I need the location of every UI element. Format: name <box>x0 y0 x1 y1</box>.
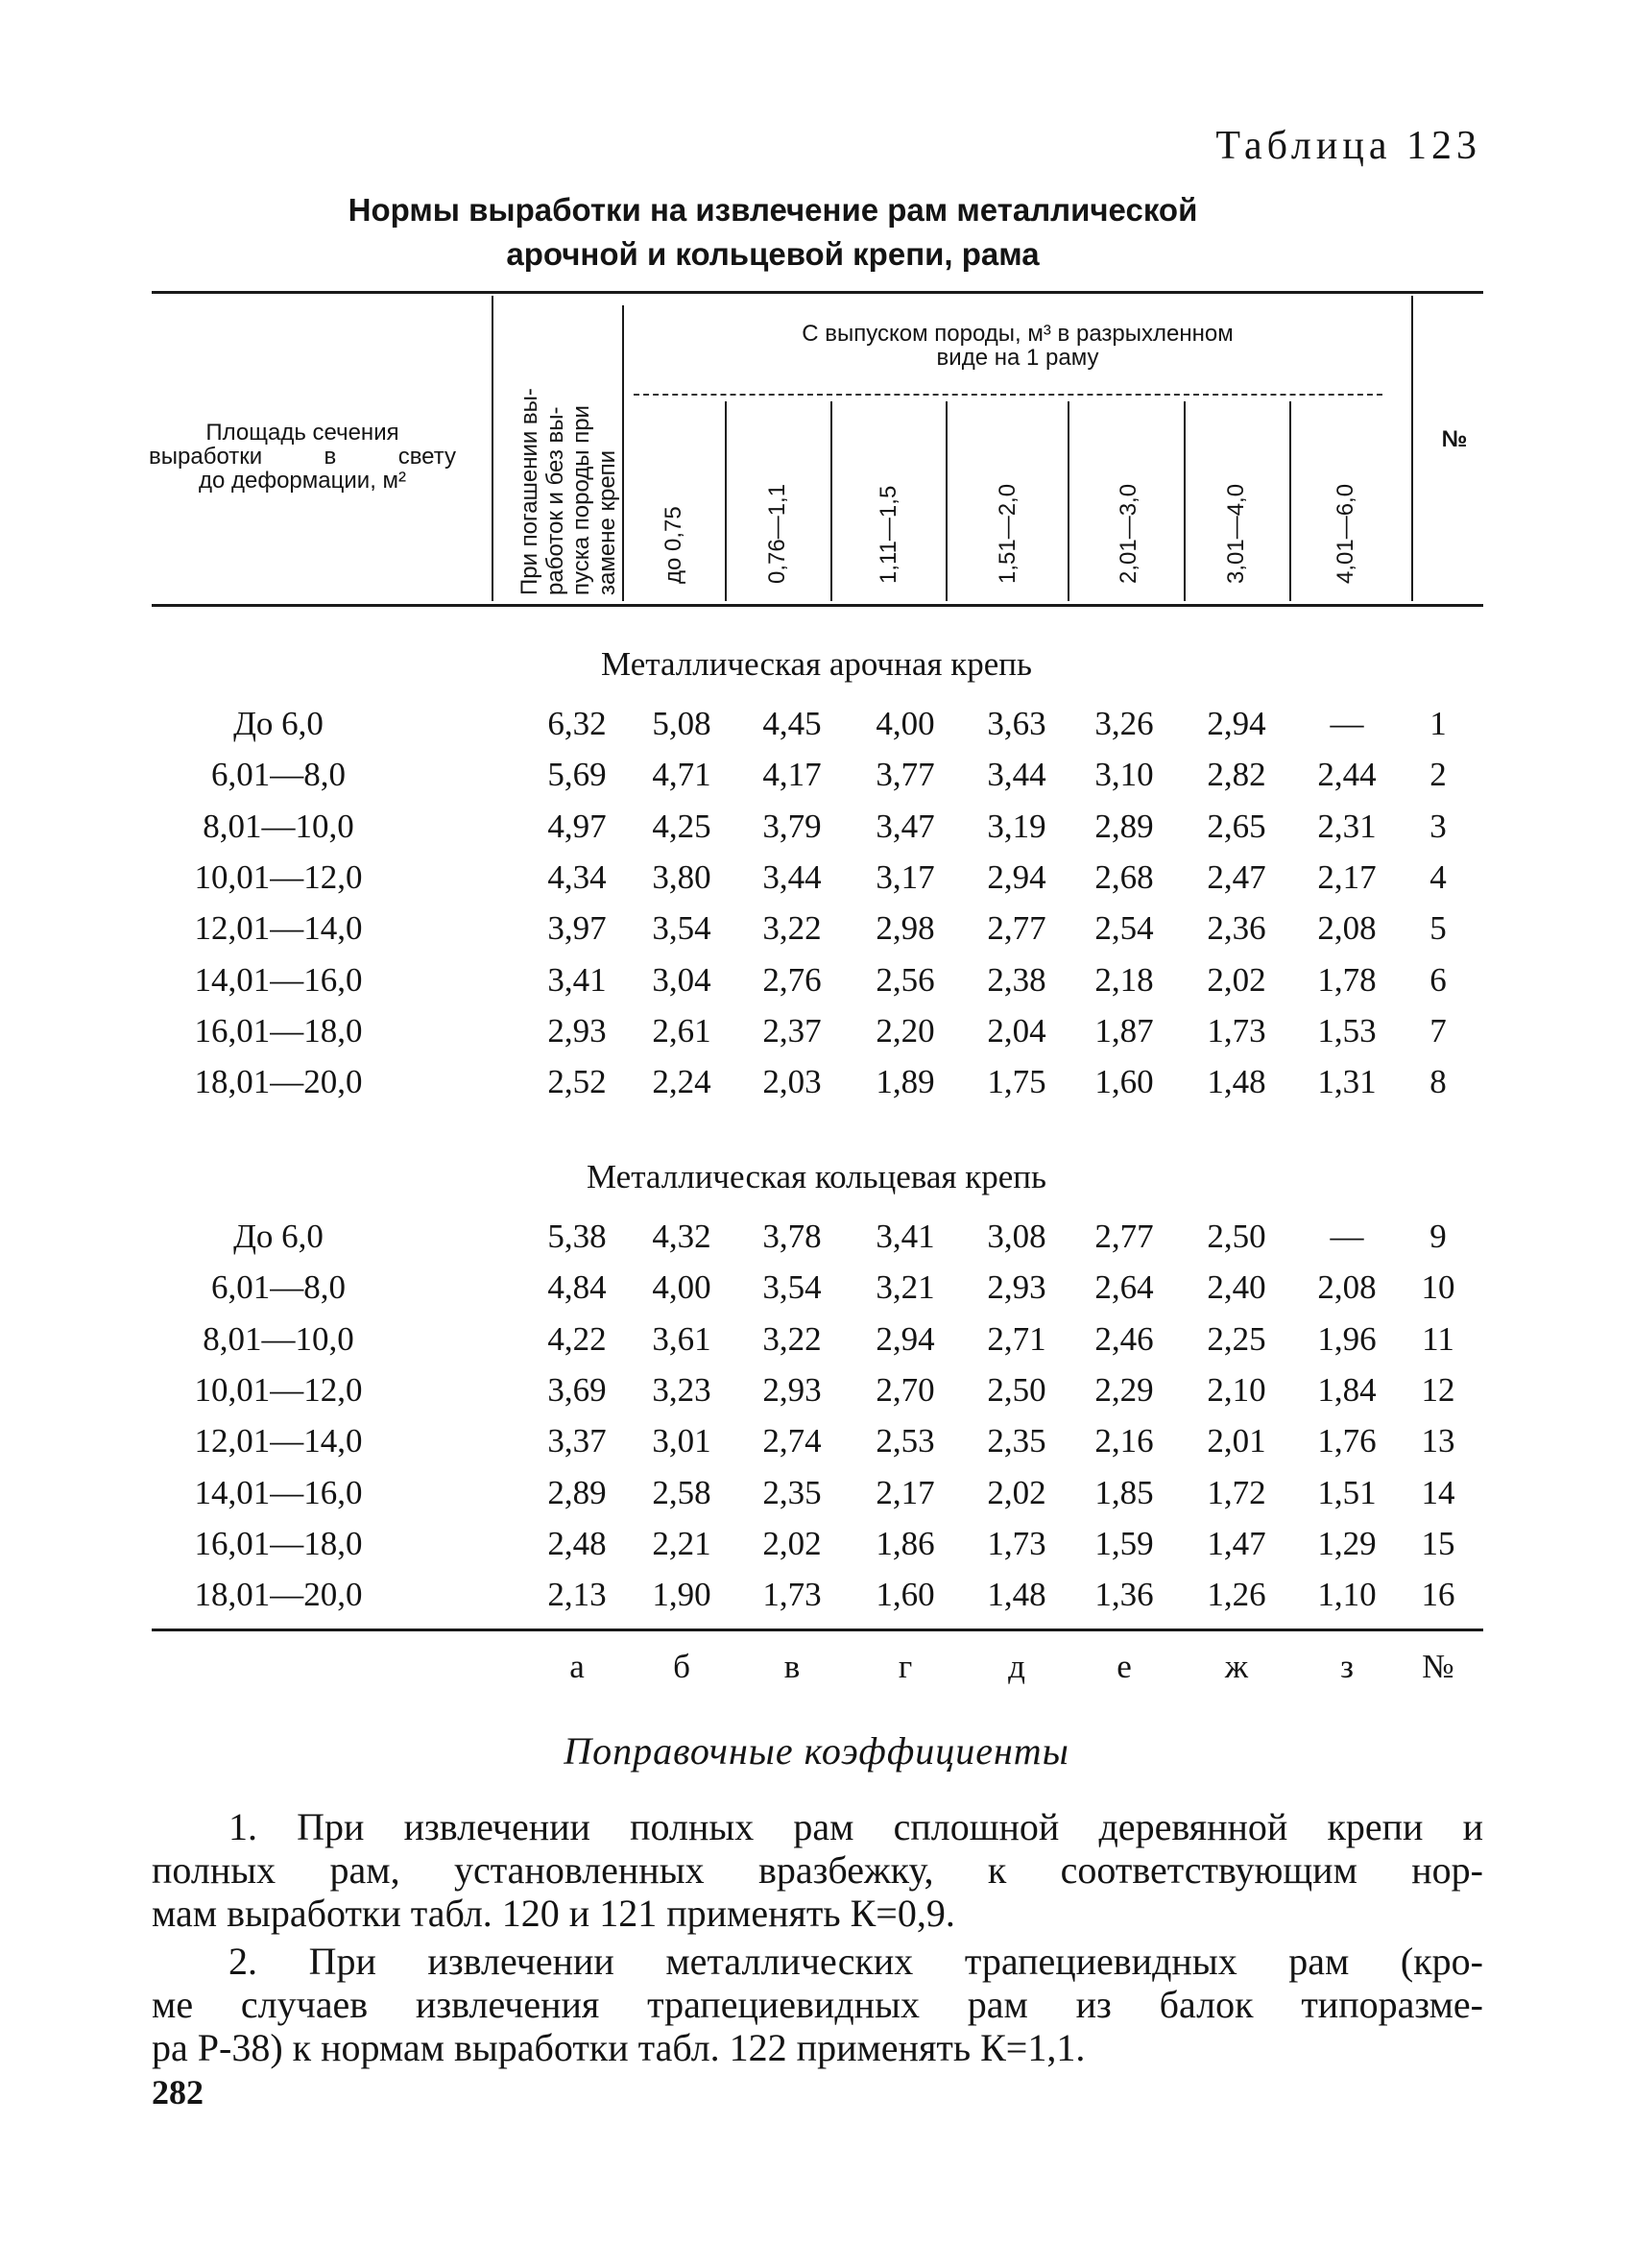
norm-value: 3,54 <box>652 909 711 948</box>
norm-value: 1,86 <box>876 1524 935 1562</box>
column-letter: № <box>1422 1648 1454 1685</box>
area-range: 18,01—20,0 <box>194 1063 363 1101</box>
norm-value: 2,82 <box>1207 756 1266 794</box>
norm-value: 3,37 <box>547 1422 607 1460</box>
header-divider <box>1184 401 1186 601</box>
norm-value: 2,35 <box>987 1422 1046 1460</box>
norm-value: 1,75 <box>987 1063 1046 1101</box>
norm-value: 1,10 <box>1317 1576 1377 1614</box>
norm-value: 5,08 <box>652 705 711 742</box>
norm-value: 2,58 <box>652 1473 711 1511</box>
paragraph-line: ра Р-38) к нормам выработки табл. 122 применять К=1,1. <box>152 2026 1086 2069</box>
norm-value: 1,60 <box>1094 1063 1154 1101</box>
norm-value: 3,01 <box>652 1422 711 1460</box>
column-letters-row <box>0 1648 1633 1699</box>
norm-value: 1,85 <box>1094 1473 1154 1511</box>
table-title <box>317 188 1229 277</box>
table-row <box>0 705 1633 756</box>
norm-value: 2,16 <box>1094 1422 1154 1460</box>
norm-value: 2,17 <box>1317 857 1377 896</box>
norm-value: 3,08 <box>987 1218 1046 1255</box>
no-release-header-line-3: пуска породы при <box>568 405 594 595</box>
norm-value: 2,61 <box>652 1011 711 1050</box>
area-range: 12,01—14,0 <box>194 1422 363 1460</box>
row-number: 15 <box>1421 1524 1455 1562</box>
norm-value: 3,78 <box>762 1218 822 1255</box>
norm-value: 2,29 <box>1094 1370 1154 1409</box>
row-number: 2 <box>1429 756 1447 794</box>
norm-value: 3,17 <box>876 857 935 896</box>
norm-value: 2,13 <box>547 1576 607 1614</box>
norm-value: 2,94 <box>876 1319 935 1358</box>
row-number: 13 <box>1421 1422 1455 1460</box>
table-row <box>0 1012 1633 1063</box>
release-group-line-1: С выпуском породы, м³ в разрыхленном <box>802 321 1234 347</box>
release-col-header: 0,76—1,1 <box>764 483 790 584</box>
norm-value: 2,71 <box>987 1319 1046 1358</box>
table-row <box>0 961 1633 1012</box>
column-letter: д <box>1008 1648 1025 1685</box>
norm-value: 4,84 <box>547 1268 607 1307</box>
release-col-header: 4,01—6,0 <box>1333 483 1358 584</box>
paragraph-line: 1. При извлечении полных рам сплошной деревянной крепи и <box>228 1805 1483 1848</box>
norm-value: 3,19 <box>987 807 1046 845</box>
norm-value: 1,51 <box>1317 1473 1377 1511</box>
norm-value: 1,36 <box>1094 1576 1154 1614</box>
table-row <box>0 1525 1633 1576</box>
norm-value: 2,24 <box>652 1063 711 1101</box>
norm-value: 3,61 <box>652 1319 711 1358</box>
norm-value: 3,80 <box>652 857 711 896</box>
table-row <box>0 1422 1633 1473</box>
norm-value: 2,52 <box>547 1063 607 1101</box>
norm-value: 3,21 <box>876 1268 935 1307</box>
norm-value: 1,73 <box>1207 1011 1266 1050</box>
norm-value: 3,69 <box>547 1370 607 1409</box>
norm-value: 3,77 <box>876 756 935 794</box>
norm-value: 2,17 <box>876 1473 935 1511</box>
column-letter: б <box>673 1648 690 1685</box>
norm-value: 2,98 <box>876 909 935 948</box>
norm-value: 2,50 <box>1207 1218 1266 1255</box>
section-title-arch: Металлическая арочная крепь <box>601 645 1032 683</box>
norm-value: 2,37 <box>762 1011 822 1050</box>
no-release-header-line-1: При погашении вы- <box>516 388 542 595</box>
norm-value: 2,93 <box>547 1011 607 1050</box>
area-range: 16,01—18,0 <box>194 1524 363 1562</box>
table-row <box>0 808 1633 858</box>
norm-value: 3,47 <box>876 807 935 845</box>
norm-value: 3,23 <box>652 1370 711 1409</box>
table-row <box>0 1063 1633 1114</box>
norm-value: 1,59 <box>1094 1524 1154 1562</box>
header-divider <box>1411 296 1413 601</box>
column-letter: е <box>1117 1648 1132 1685</box>
paragraph-line: ме случаев извлечения трапециевидных рам из балок типоразме- <box>152 1983 1483 2026</box>
norm-value: 4,00 <box>652 1268 711 1307</box>
norm-value: 1,78 <box>1317 960 1377 999</box>
row-number: 3 <box>1429 807 1447 845</box>
norm-value: 1,48 <box>1207 1063 1266 1101</box>
paragraph-line: мам выработки табл. 120 и 121 применять К=0,9. <box>152 1892 955 1935</box>
norm-value: 1,90 <box>652 1576 711 1614</box>
page-number: 282 <box>152 2073 204 2111</box>
norm-value: 1,73 <box>762 1576 822 1614</box>
norm-value: 2,47 <box>1207 857 1266 896</box>
norm-value: 2,64 <box>1094 1268 1154 1307</box>
norm-value: — <box>1330 705 1364 742</box>
norm-value: 4,97 <box>547 807 607 845</box>
norm-value: 2,76 <box>762 960 822 999</box>
release-group-header <box>624 322 1411 370</box>
norm-value: 2,48 <box>547 1524 607 1562</box>
norm-value: 3,79 <box>762 807 822 845</box>
norm-value: 1,84 <box>1317 1370 1377 1409</box>
release-group-line-2: виде на 1 раму <box>936 345 1099 371</box>
norm-value: 1,47 <box>1207 1524 1266 1562</box>
release-col-header: 1,11—1,5 <box>876 485 901 584</box>
area-range: 12,01—14,0 <box>194 909 363 948</box>
norm-value: 2,68 <box>1094 857 1154 896</box>
area-range: 18,01—20,0 <box>194 1576 363 1614</box>
norm-value: 2,20 <box>876 1011 935 1050</box>
table-title-line-1: Нормы выработки на извлечение рам металлической <box>348 192 1198 228</box>
row-number: 1 <box>1429 705 1447 742</box>
column-letter: з <box>1340 1648 1354 1685</box>
norm-value: 3,44 <box>762 857 822 896</box>
norm-value: 4,22 <box>547 1319 607 1358</box>
row-number: 4 <box>1429 857 1447 896</box>
norm-value: 2,54 <box>1094 909 1154 948</box>
table-row <box>0 1371 1633 1422</box>
no-release-header-line-2: работок и без вы- <box>542 406 568 595</box>
norm-value: 1,31 <box>1317 1063 1377 1101</box>
norm-value: 2,03 <box>762 1063 822 1101</box>
norm-value: 2,89 <box>547 1473 607 1511</box>
norm-value: 4,17 <box>762 756 822 794</box>
norm-value: 2,56 <box>876 960 935 999</box>
norm-value: 1,96 <box>1317 1319 1377 1358</box>
column-letter: ж <box>1224 1648 1249 1685</box>
norm-value: 2,65 <box>1207 807 1266 845</box>
norm-value: 3,22 <box>762 1319 822 1358</box>
row-number: 6 <box>1429 960 1447 999</box>
area-header-line-1: Площадь сечения <box>205 420 399 446</box>
norm-value: 2,40 <box>1207 1268 1266 1307</box>
paragraph-line: 2. При извлечении металлических трапециевидных рам (кро- <box>228 1940 1483 1983</box>
table-row <box>0 1576 1633 1627</box>
row-number: 16 <box>1421 1576 1455 1614</box>
row-number: 14 <box>1421 1473 1455 1511</box>
norm-value: 3,04 <box>652 960 711 999</box>
norm-value: 4,00 <box>876 705 935 742</box>
norm-value: — <box>1330 1218 1364 1255</box>
release-col-header: 3,01—4,0 <box>1223 483 1249 584</box>
norm-value: 4,45 <box>762 705 822 742</box>
norm-value: 3,26 <box>1094 705 1154 742</box>
norm-value: 2,93 <box>762 1370 822 1409</box>
norm-value: 1,53 <box>1317 1011 1377 1050</box>
norm-value: 5,69 <box>547 756 607 794</box>
area-range: 14,01—16,0 <box>194 1473 363 1511</box>
area-header-line-3: до деформации, м² <box>198 468 407 494</box>
norm-value: 1,72 <box>1207 1473 1266 1511</box>
release-col-header: до 0,75 <box>660 506 686 584</box>
area-range: 16,01—18,0 <box>194 1011 363 1050</box>
area-range: До 6,0 <box>233 705 324 742</box>
norm-value: 2,94 <box>987 857 1046 896</box>
header-divider <box>946 401 948 601</box>
norm-value: 3,22 <box>762 909 822 948</box>
area-range: 6,01—8,0 <box>211 756 346 794</box>
coefficient-paragraph-2 <box>152 1940 1483 2069</box>
header-divider <box>492 296 493 601</box>
area-range: 14,01—16,0 <box>194 960 363 999</box>
paragraph-line: полных рам, установленных вразбежку, к соответствующим нор- <box>152 1848 1483 1892</box>
table-row <box>0 1218 1633 1268</box>
area-range: До 6,0 <box>233 1218 324 1255</box>
table-row <box>0 909 1633 960</box>
release-col-header: 2,01—3,0 <box>1116 483 1141 584</box>
area-range: 6,01—8,0 <box>211 1268 346 1307</box>
table-row <box>0 858 1633 909</box>
column-letter: г <box>898 1648 913 1685</box>
norm-value: 1,29 <box>1317 1524 1377 1562</box>
norm-value: 4,71 <box>652 756 711 794</box>
norm-value: 2,50 <box>987 1370 1046 1409</box>
header-divider <box>1289 401 1291 601</box>
norm-value: 2,89 <box>1094 807 1154 845</box>
norm-value: 2,93 <box>987 1268 1046 1307</box>
area-range: 8,01—10,0 <box>203 1319 354 1358</box>
norm-value: 2,02 <box>1207 960 1266 999</box>
row-number: 5 <box>1429 909 1447 948</box>
norm-value: 2,35 <box>762 1473 822 1511</box>
column-letter: в <box>783 1648 801 1685</box>
norm-value: 6,32 <box>547 705 607 742</box>
area-range: 8,01—10,0 <box>203 807 354 845</box>
norm-value: 2,44 <box>1317 756 1377 794</box>
norm-value: 2,08 <box>1317 1268 1377 1307</box>
table-bottom-rule <box>152 1629 1483 1631</box>
table-title-line-2: арочной и кольцевой крепи, рама <box>506 236 1040 272</box>
norm-value: 2,08 <box>1317 909 1377 948</box>
column-letter: а <box>569 1648 585 1685</box>
section-title-ring: Металлическая кольцевая крепь <box>587 1158 1046 1195</box>
norm-value: 2,04 <box>987 1011 1046 1050</box>
norm-value: 3,63 <box>987 705 1046 742</box>
area-header <box>149 421 456 493</box>
row-number: 9 <box>1429 1218 1447 1255</box>
norm-value: 3,41 <box>547 960 607 999</box>
norm-value: 2,36 <box>1207 909 1266 948</box>
norm-value: 4,32 <box>652 1218 711 1255</box>
norm-value: 1,89 <box>876 1063 935 1101</box>
norm-value: 2,38 <box>987 960 1046 999</box>
norm-value: 2,18 <box>1094 960 1154 999</box>
norm-value: 2,77 <box>1094 1218 1154 1255</box>
area-range: 10,01—12,0 <box>194 857 363 896</box>
norm-value: 3,41 <box>876 1218 935 1255</box>
norm-value: 4,25 <box>652 807 711 845</box>
coefficient-paragraph-1 <box>152 1805 1483 1935</box>
row-number: 12 <box>1421 1370 1455 1409</box>
table-row <box>0 756 1633 807</box>
table-top-rule <box>152 291 1483 294</box>
header-divider <box>1068 401 1069 601</box>
norm-value: 2,21 <box>652 1524 711 1562</box>
row-number: 7 <box>1429 1011 1447 1050</box>
norm-value: 4,34 <box>547 857 607 896</box>
release-col-header: 1,51—2,0 <box>995 483 1021 584</box>
norm-value: 2,46 <box>1094 1319 1154 1358</box>
norm-value: 2,94 <box>1207 705 1266 742</box>
norm-value: 2,25 <box>1207 1319 1266 1358</box>
norm-value: 2,31 <box>1317 807 1377 845</box>
coefficients-heading: Поправочные коэффициенты <box>564 1729 1069 1773</box>
norm-value: 2,74 <box>762 1422 822 1460</box>
row-number: 10 <box>1421 1268 1455 1307</box>
table-row <box>0 1474 1633 1525</box>
norm-value: 2,70 <box>876 1370 935 1409</box>
norm-value: 3,97 <box>547 909 607 948</box>
header-divider <box>725 401 727 601</box>
norm-value: 1,73 <box>987 1524 1046 1562</box>
norm-value: 2,53 <box>876 1422 935 1460</box>
norm-value: 1,60 <box>876 1576 935 1614</box>
number-header: № <box>1441 426 1468 452</box>
table-number: Таблица 123 <box>1215 124 1481 168</box>
norm-value: 1,26 <box>1207 1576 1266 1614</box>
norm-value: 3,10 <box>1094 756 1154 794</box>
table-header-rule <box>152 604 1483 607</box>
norm-value: 1,87 <box>1094 1011 1154 1050</box>
norm-value: 1,48 <box>987 1576 1046 1614</box>
no-release-header-line-4: замене крепи <box>594 449 620 595</box>
row-number: 11 <box>1422 1319 1454 1358</box>
norm-value: 1,76 <box>1317 1422 1377 1460</box>
norm-value: 5,38 <box>547 1218 607 1255</box>
norm-value: 2,02 <box>987 1473 1046 1511</box>
header-divider <box>830 401 832 601</box>
norm-value: 3,44 <box>987 756 1046 794</box>
norm-value: 2,01 <box>1207 1422 1266 1460</box>
norm-value: 2,77 <box>987 909 1046 948</box>
area-range: 10,01—12,0 <box>194 1370 363 1409</box>
table-row <box>0 1268 1633 1319</box>
norm-value: 2,10 <box>1207 1370 1266 1409</box>
norm-value: 3,54 <box>762 1268 822 1307</box>
area-header-line-2: выработки в свету <box>149 444 456 470</box>
norm-value: 2,02 <box>762 1524 822 1562</box>
release-group-rule <box>634 394 1382 396</box>
table-row <box>0 1320 1633 1371</box>
row-number: 8 <box>1429 1063 1447 1101</box>
